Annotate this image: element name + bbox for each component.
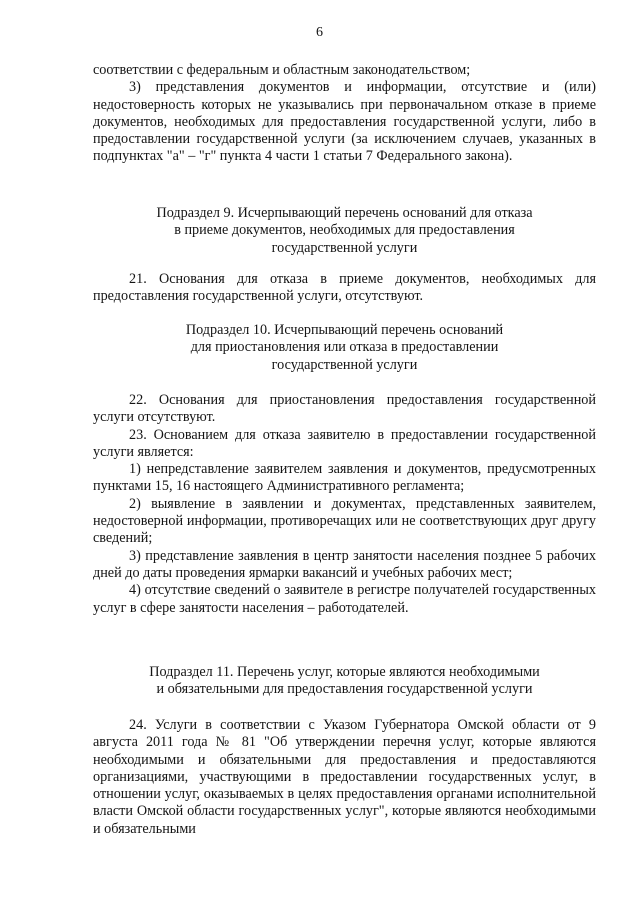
heading-line: государственной услуги [271,356,418,373]
heading-line: в приеме документов, необходимых для предоставления [174,222,515,239]
paragraph-24-block [93,717,596,838]
paragraph-23-item-1: 1) непредставление заявителем заявления и документов, предусмотренных пунктами 15, 16 настоящего Административного регламента; [93,461,596,495]
paragraph-22: 22. Основания для приостановления предоставления государственной услуги отсутствуют. [93,392,596,426]
list-item-3: 3) представления документов и информации, отсутствие и (или) недостоверность которых не указывались при первоначальном отказе в приеме документов, необходимых для предоставления государственной услуги, либо в предоставлении государственной услуги (за исключением случаев, указанных в подпунктах "а" – "г" пункта 4 части 1 статьи 7 Федерального закона). [93,79,596,165]
paragraph-23-item-4: 4) отсутствие сведений о заявителе в регистре получателей государственных услуг в сфере занятости населения – работодателей. [93,582,596,616]
continuation-block [93,62,596,166]
heading-line: Подраздел 9. Исчерпывающий перечень оснований для отказа [156,205,533,221]
heading-line: Подраздел 11. Перечень услуг, которые являются необходимыми [149,664,540,680]
paragraph-23-intro: 23. Основанием для отказа заявителю в предоставлении государственной услуги является: [93,426,596,460]
heading-line: и обязательными для предоставления государственной услуги [156,681,533,698]
paragraphs-22-23-block [93,392,596,617]
subsection-9-heading [93,205,596,257]
paragraph-21-block [93,271,596,306]
subsection-10-heading [93,322,596,374]
paragraph-continuation: соответствии с федеральным и областным законодательством; [93,62,471,78]
paragraph-23-item-2: 2) выявление в заявлении и документах, представленных заявителем, недостоверной информации, противоречащих или не соответствующих друг другу сведений; [93,495,596,547]
page-number: 6 [316,25,323,40]
paragraph-23-item-3: 3) представление заявления в центр занятости населения позднее 5 рабочих дней до даты проведения ярмарки вакансий и учебных рабочих мест; [93,547,596,581]
heading-line: Подраздел 10. Исчерпывающий перечень оснований [185,322,504,338]
paragraph-24: 24. Услуги в соответствии с Указом Губернатора Омской области от 9 августа 2011 года № 81 "Об утверждении перечня услуг, которые являются необходимыми и обязательными для предоставления и предоставляются организациями, участвующими в предоставлении государственных услуг, в отношении услуг, оказываемых в целях предоставления органами исполнительной власти Омской области государственных услуг", которые являются необходимыми и обязательными [93,717,596,837]
heading-line: для приостановления или отказа в предоставлении [190,339,499,356]
heading-line: государственной услуги [271,239,418,256]
paragraph-21: 21. Основания для отказа в приеме документов, необходимых для предоставления государственной услуги, отсутствуют. [93,271,596,305]
subsection-11-heading [93,664,596,699]
